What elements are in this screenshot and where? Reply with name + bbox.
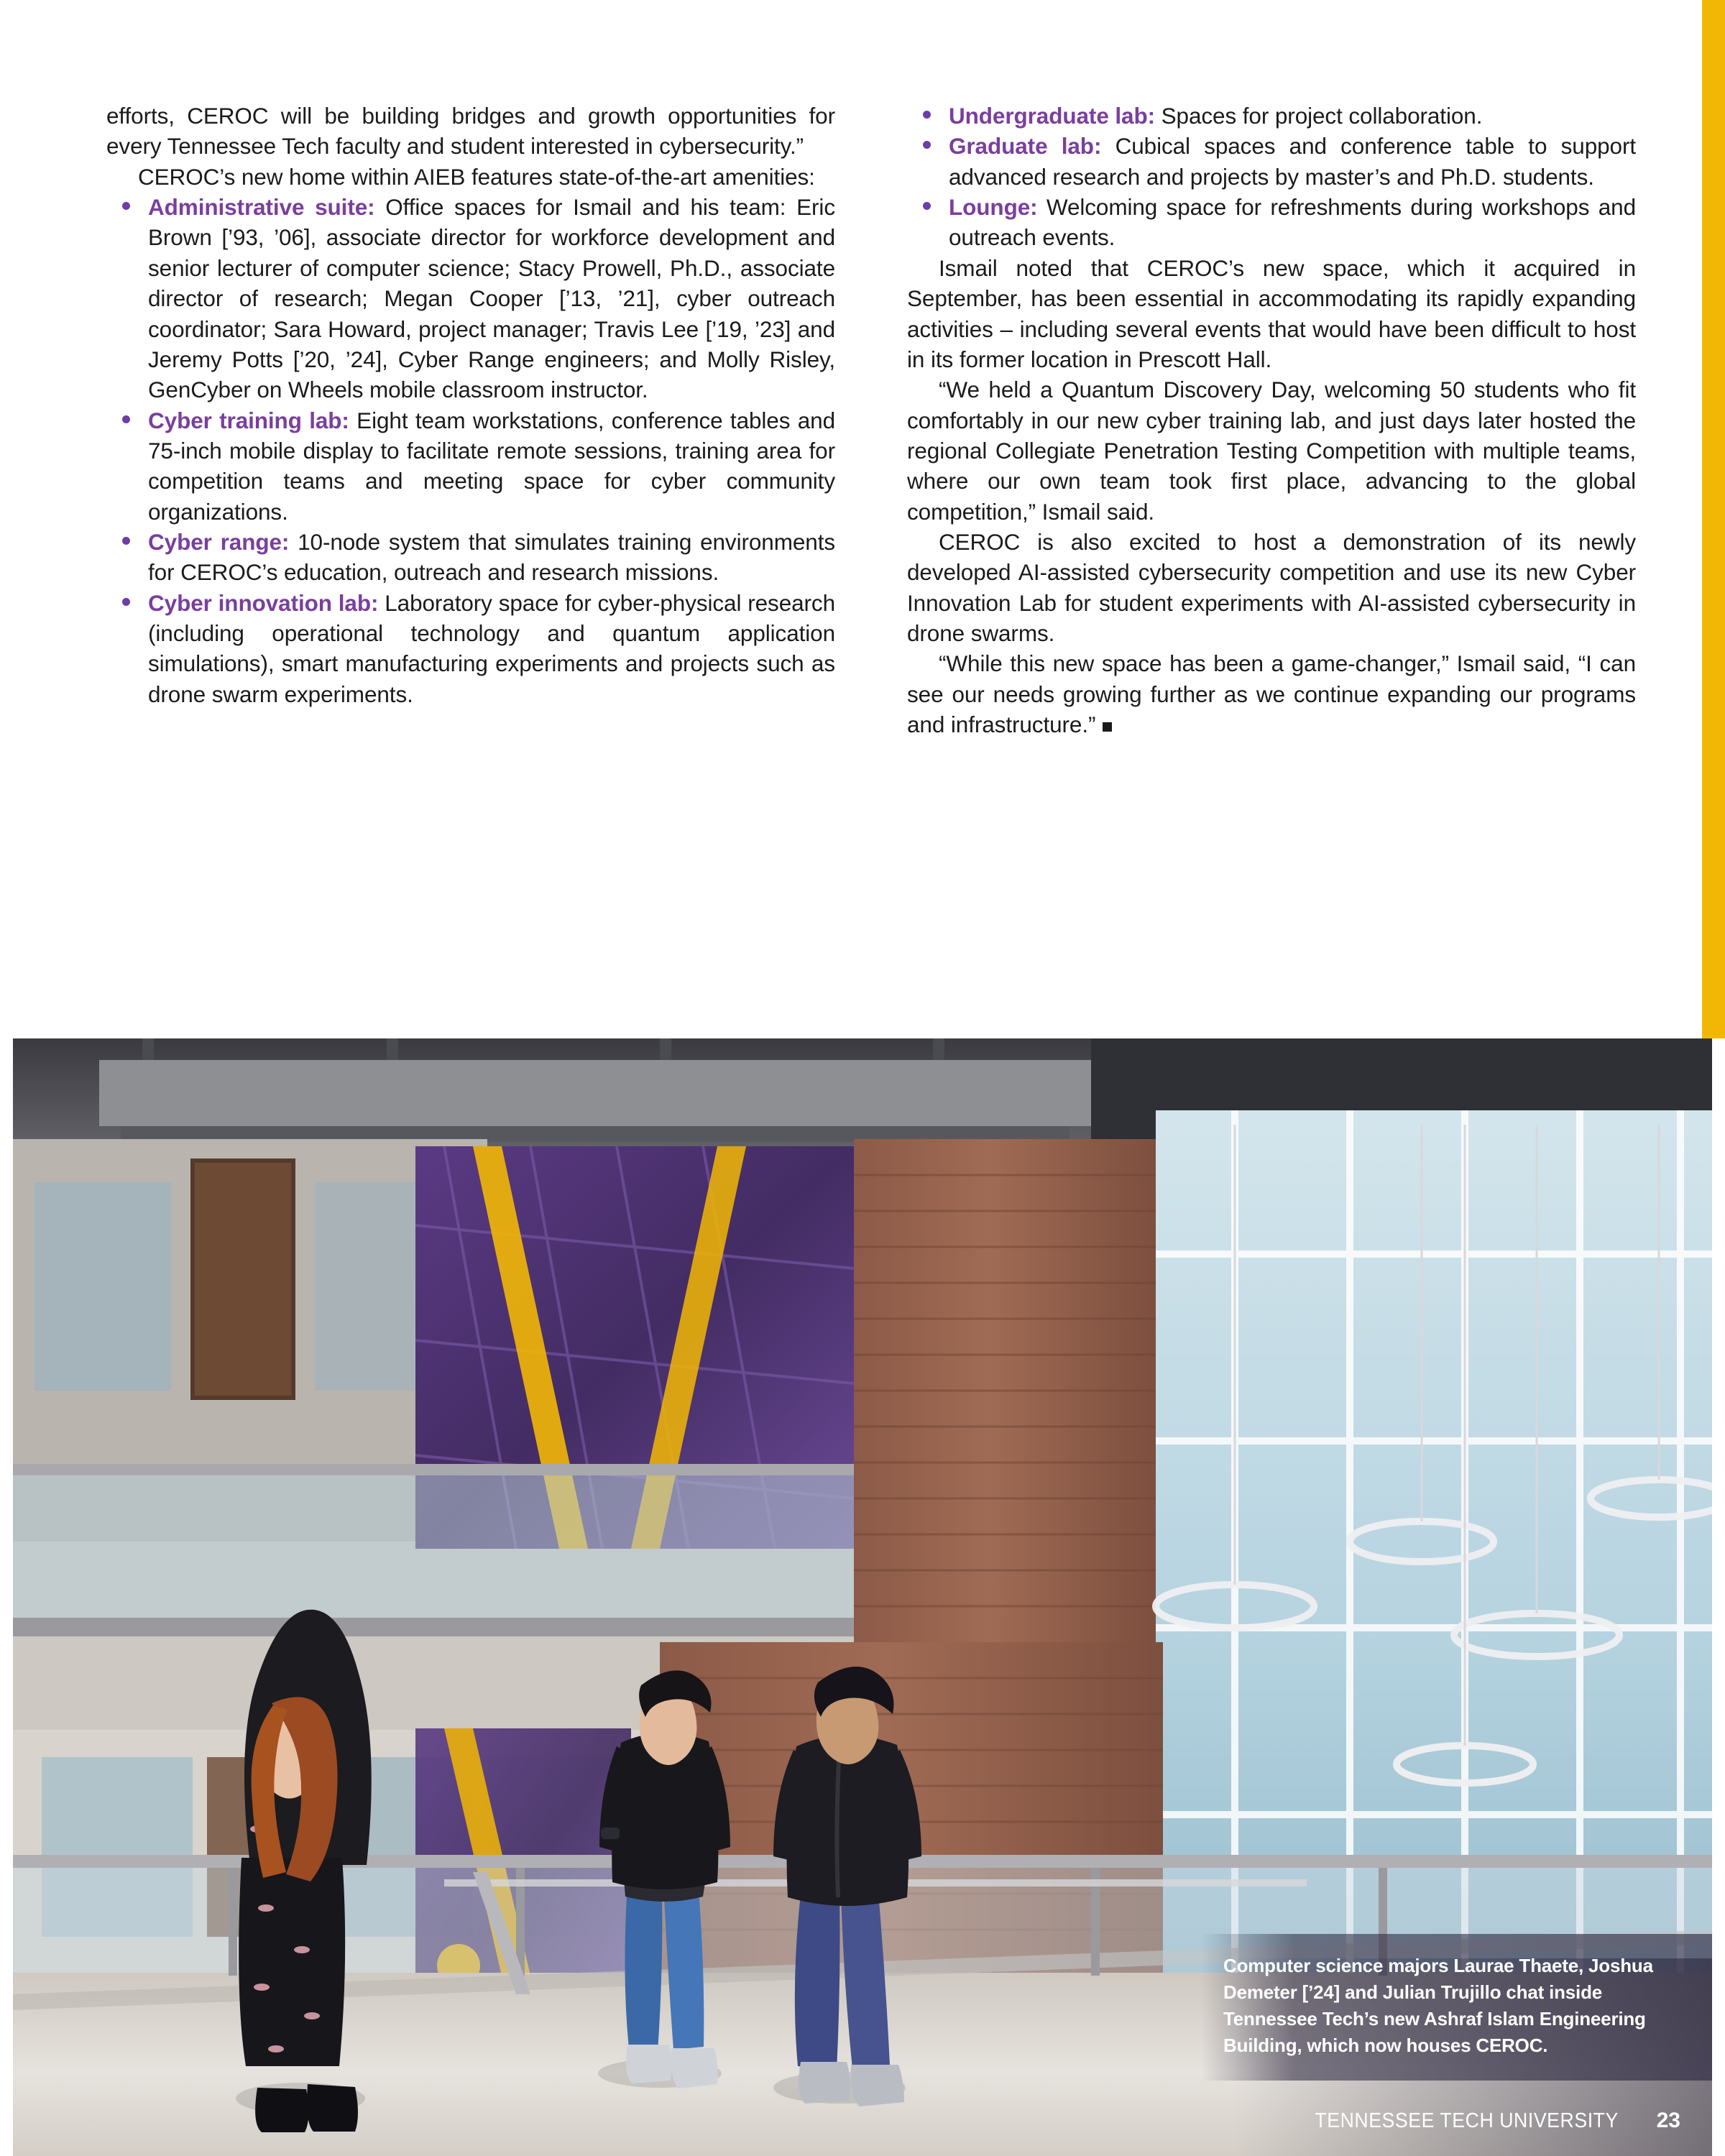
list-item xyxy=(106,192,835,405)
page-edge-accent-bar xyxy=(1702,0,1725,1038)
left-text-column xyxy=(106,101,835,740)
bullet-dot-icon xyxy=(122,202,130,210)
list-item-text: Cubical spaces and conference table to support advanced research and projects by master’s and Ph.D. students. xyxy=(949,133,1636,190)
paragraph-amenities-intro: CEROC’s new home within AIEB features state-of-the-art amenities: xyxy=(138,163,815,190)
list-item-lead: Graduate lab: xyxy=(949,133,1102,160)
publication-name: TENNESSEE TECH UNIVERSITY xyxy=(1315,2109,1619,2132)
list-item-text: Eight team workstations, conference tables and 75-inch mobile display to facilitate remote sessions, training area for competition teams and meeting space for cyber community organizations. xyxy=(148,407,835,525)
paragraph-continued: efforts, CEROC will be building bridges and growth opportunities for every Tennessee Tech faculty and student interested in cybersecurity.” xyxy=(106,103,835,160)
list-item-lead: Administrative suite: xyxy=(148,194,375,221)
list-item xyxy=(907,192,1636,253)
list-item-lead: Cyber range: xyxy=(148,529,290,556)
photo-caption: Computer science majors Laurae Thaete, Joshua Demeter [’24] and Julian Trujillo chat inside Tennessee Tech’s new Ashraf Islam Engineering Building, which now houses CEROC. xyxy=(1202,1934,1712,2081)
bullet-dot-icon xyxy=(923,141,931,149)
list-item-lead: Lounge: xyxy=(949,194,1038,221)
list-item-lead: Cyber training lab: xyxy=(148,407,349,433)
list-item-text: Welcoming space for refreshments during workshops and outreach events. xyxy=(949,194,1636,251)
right-text-column xyxy=(907,101,1636,740)
list-item-lead: Undergraduate lab: xyxy=(949,103,1155,129)
paragraph-new-space: Ismail noted that CEROC’s new space, which it acquired in September, has been essential in accommodating its rapidly expanding activities – including several events that would have been difficult to host in its former location in Prescott Hall. xyxy=(907,254,1636,372)
list-item-text: Office spaces for Ismail and his team: Eric Brown [’93, ’06], associate director for workforce development and senior lecturer of computer science; Stacy Prowell, Ph.D., associate director of research; Megan Cooper [’13, ’21], cyber outreach coordinator; Sara Howard, project manager; Travis Lee [’19, ’23] and Jeremy Potts [’20, ’24], Cyber Range engineers; and Molly Risley, GenCyber on Wheels mobile classroom instructor. xyxy=(148,194,835,403)
page-number: 23 xyxy=(1656,2109,1680,2132)
list-item xyxy=(106,588,835,709)
paragraph-quote-quantum-day: “We held a Quantum Discovery Day, welcoming 50 students who fit comfortably in our new cyber training lab, and just days later hosted the regional Collegiate Penetration Testing Competition with multiple teams, where our own team took first place, advancing to the global competition,” Ismail said. xyxy=(907,377,1636,525)
bullet-dot-icon xyxy=(122,537,130,545)
list-item xyxy=(907,101,1636,131)
page-footer xyxy=(1302,2109,1680,2133)
paragraph-ai-demo: CEROC is also excited to host a demonstration of its newly developed AI-assisted cybersecurity competition and use its new Cyber Innovation Lab for student experiments with AI-assisted cybersecurity in drone swarms. xyxy=(907,529,1636,647)
bullet-dot-icon xyxy=(923,111,931,119)
paragraph-closing-quote xyxy=(907,648,1636,740)
list-item xyxy=(106,405,835,527)
end-of-article-mark-icon xyxy=(1103,722,1112,732)
list-item-text: Laboratory space for cyber-physical research (including operational technology and quantum application simulations), smart manufacturing experiments and projects such as drone swarm experiments. xyxy=(148,589,836,707)
list-item-text: Spaces for project collaboration. xyxy=(1155,103,1483,129)
bullet-dot-icon xyxy=(923,202,931,210)
edge-bar-gap xyxy=(1689,0,1702,1038)
closing-quote-text: “While this new space has been a game-changer,” Ismail said, “I can see our needs growing further as we continue expanding our programs and infrastructure.” xyxy=(907,650,1636,738)
list-item-text: 10-node system that simulates training environments for CEROC’s education, outreach and research missions. xyxy=(148,529,835,586)
list-item xyxy=(907,131,1636,192)
list-item xyxy=(106,527,835,588)
list-item-lead: Cyber innovation lab: xyxy=(148,589,379,616)
bullet-dot-icon xyxy=(122,598,130,606)
article-body xyxy=(106,101,1636,740)
bullet-dot-icon xyxy=(122,415,130,423)
